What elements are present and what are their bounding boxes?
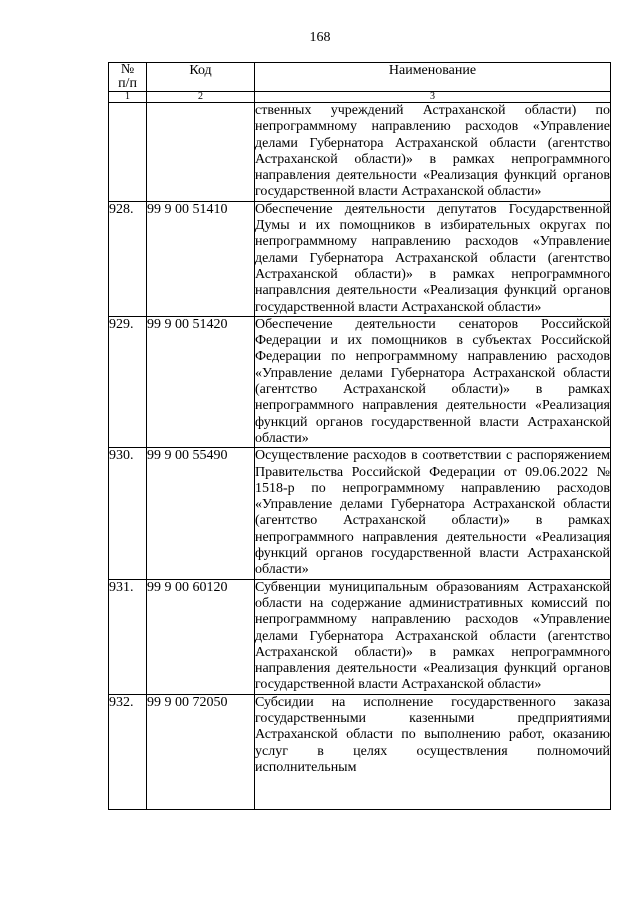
row-name: Субвенции муниципальным образованиям Астраханской области на содержание административных комиссий по непрограммному направлению расходов «Управление делами Губернатора Астраханской области (агентство Астраханской области)» в рамках непрограммного направления деятельности «Реализация функций органов государственной власти Астраханской области»: [255, 579, 610, 693]
table-row: [109, 694, 611, 809]
header-code: Код: [147, 63, 255, 92]
column-index-2: 2: [147, 92, 255, 103]
row-name: Субсидии на исполнение государственного заказа государственными казенными предприятиями Астраханской области по выполнению работ, оказанию услуг в целях осуществления полномочий исполнительным: [255, 694, 611, 809]
budget-code-table: [108, 62, 611, 810]
row-number: 929.: [109, 316, 147, 447]
table-row: [109, 448, 611, 579]
column-index-3: 3: [255, 92, 611, 103]
table-row: [109, 316, 611, 447]
header-num: [109, 63, 147, 92]
row-code: 99 9 00 51420: [147, 316, 255, 447]
row-code: [147, 103, 255, 202]
header-num-line2: п/п: [118, 76, 137, 91]
row-name: Обеспечение деятельности депутатов Государственной Думы и их помощников в избирательных округах по непрограммному направлению расходов «Управление делами Губернатора Астраханской области (агентство Астраханской области)» в рамках непрограммного направлсния деятельности «Реализация функций органов государственной власти Астраханской области»: [255, 201, 610, 315]
row-number: 930.: [109, 448, 147, 579]
row-code: 99 9 00 72050: [147, 694, 255, 809]
row-number: 932.: [109, 694, 147, 809]
row-code: 99 9 00 51410: [147, 201, 255, 316]
row-code: 99 9 00 55490: [147, 448, 255, 579]
table-row: [109, 579, 611, 694]
row-code: 99 9 00 60120: [147, 579, 255, 694]
row-number: 931.: [109, 579, 147, 694]
table-row: [109, 201, 611, 316]
row-name: Осуществление расходов в соответствии с распоряжением Правительства Российской Федерации от 09.06.2022 № 1518-р по непрограммному направлению расходов «Управление делами Губернатора Астраханской области (агентство Астраханской области)» в рамках непрограммного направления деятельности «Реализация функций органов государственной власти Астраханской области»: [255, 448, 610, 578]
row-number: 928.: [109, 201, 147, 316]
row-number: [109, 103, 147, 202]
page-number: 168: [309, 30, 331, 45]
column-index-row: [109, 92, 611, 103]
column-index-1: 1: [109, 92, 147, 103]
header-name: Наименование: [255, 63, 611, 92]
table-row: [109, 103, 611, 202]
row-name: Обеспечение деятельности сенаторов Российской Федерации и их помощников в субъектах Российской Федерации по непрограммному направлению расходов «Управление делами Губернатора Астраханской области (агентство Астраханской области)» в рамках непрограммного направления деятельности «Реализация функций органов государственной власти Астраханской области»: [255, 316, 610, 446]
header-num-line1: №: [120, 62, 135, 77]
table-header-row: [109, 63, 611, 92]
row-name: ственных учреждений Астраханской области) по непрограммному направлению расходов «Управление делами Губернатора Астраханской области (агентство Астраханской области)» в рамках непрограммного направления деятельности «Реализация функций органов государственной власти Астраханской области»: [255, 103, 610, 200]
